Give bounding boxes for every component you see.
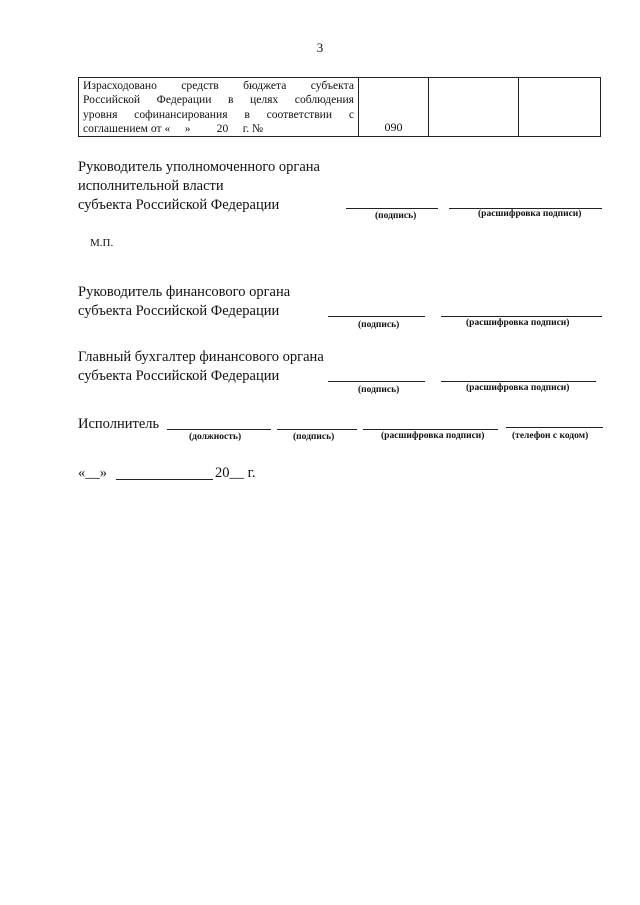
- chief-accountant-title: [78, 348, 324, 386]
- signature-caption: (подпись): [358, 385, 400, 395]
- decode-caption: (расшифровка подписи): [478, 209, 582, 219]
- finance-head-title: [78, 283, 290, 321]
- title-line: Руководитель финансового органа: [78, 284, 291, 300]
- signature-caption: (подпись): [358, 320, 400, 330]
- decode-line: [441, 381, 596, 382]
- indicator-line: Израсходовано средств бюджета субъекта: [83, 79, 354, 92]
- month-line: [116, 479, 213, 480]
- indicator-cell: [78, 77, 359, 137]
- code-cell: [358, 77, 429, 137]
- indicator-line: уровня софинансирования в соответствии с: [83, 107, 354, 121]
- phone-caption: (телефон с кодом): [512, 431, 589, 441]
- decode-caption: (расшифровка подписи): [466, 383, 570, 393]
- title-line: субъекта Российской Федерации: [78, 197, 280, 213]
- decode-line: [363, 429, 498, 430]
- title-line: Главный бухгалтер финансового органа: [78, 349, 324, 365]
- executor-label: Исполнитель: [78, 416, 160, 432]
- decode-line: [441, 316, 602, 317]
- phone-line: [506, 427, 603, 428]
- title-line: Руководитель уполномоченного органа: [78, 159, 320, 175]
- report-table: [78, 77, 601, 137]
- indicator-line: Российской Федерации в целях соблюдения: [83, 93, 354, 107]
- row-code: 090: [384, 120, 403, 134]
- signature-line: [277, 429, 357, 430]
- indicator-line: соглашением от « » 20 г. №: [83, 121, 264, 135]
- title-line: субъекта Российской Федерации: [78, 368, 280, 384]
- signature-caption: (подпись): [293, 432, 335, 442]
- title-line: субъекта Российской Федерации: [78, 303, 280, 319]
- decode-caption: (расшифровка подписи): [466, 318, 570, 328]
- page-number: 3: [316, 40, 324, 55]
- date-day: «__»: [78, 465, 107, 481]
- title-line: исполнительной власти: [78, 178, 224, 194]
- authorized-head-title: [78, 158, 320, 215]
- signature-caption: (подпись): [375, 211, 417, 221]
- decode-caption: (расшифровка подписи): [381, 431, 485, 441]
- position-line: [167, 429, 271, 430]
- signature-line: [328, 381, 425, 382]
- value-cell: [518, 77, 601, 137]
- signature-line: [328, 316, 425, 317]
- indicator-text: [79, 78, 358, 136]
- value-cell: [428, 77, 519, 137]
- date-year: 20__ г.: [215, 465, 256, 481]
- signature-line: [346, 208, 438, 209]
- position-caption: (должность): [189, 432, 242, 442]
- stamp-mark: М.П.: [90, 237, 114, 249]
